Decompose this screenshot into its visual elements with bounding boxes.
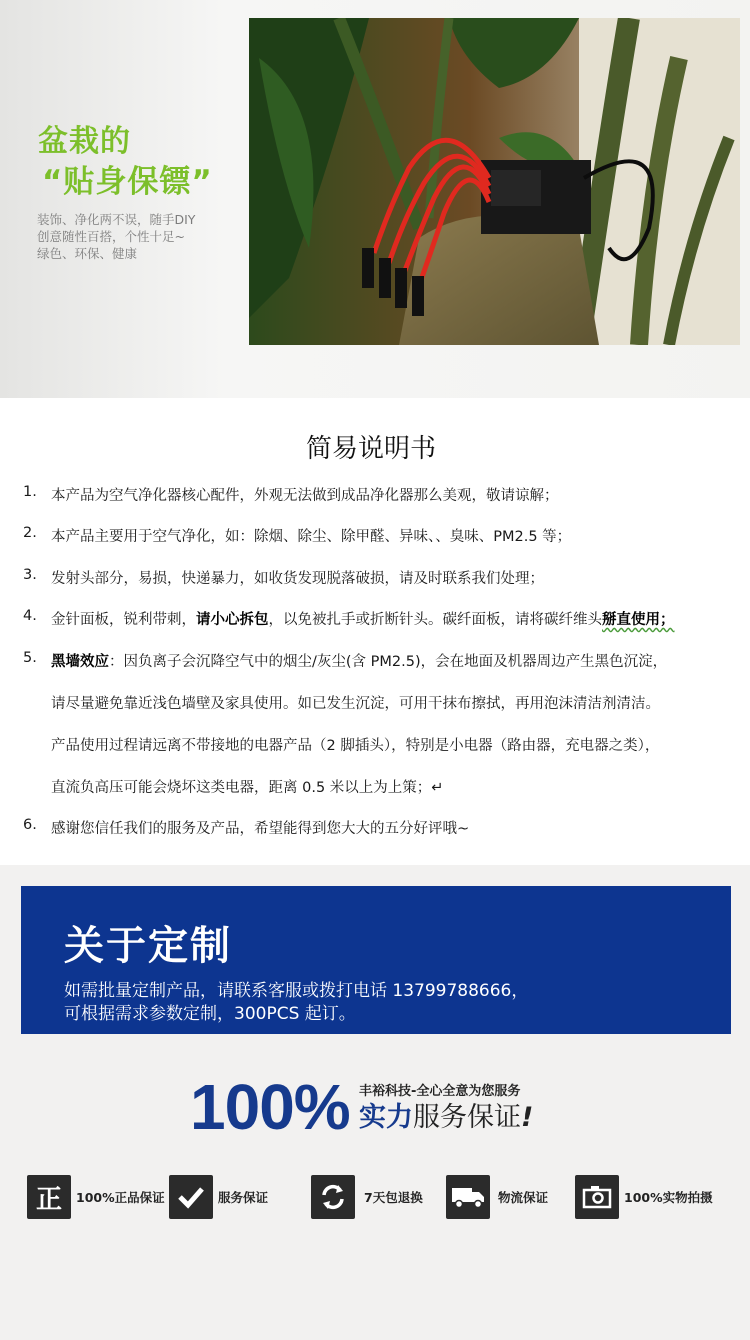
camera-icon: [575, 1175, 619, 1219]
badge-logistics: [446, 1175, 548, 1219]
bold-instruction: 掰直使用；: [602, 612, 675, 628]
refresh-arrows-icon: [311, 1175, 355, 1219]
hero-section: [0, 0, 750, 398]
manual-item-continuation: 产品使用过程请远离不带接地的电器产品（2 脚插头），特别是小电器（路由器，充电器之类），: [51, 738, 660, 754]
custom-order-banner: [21, 886, 731, 1034]
manual-item-text: 发射头部分，易损，快递暴力，如收货发现脱落破损，请及时联系我们处理；: [51, 571, 544, 587]
badge-real-photo: [575, 1175, 713, 1219]
badge-return: [311, 1175, 423, 1219]
promise-rest: 服务保证: [413, 1102, 521, 1133]
hero-subtitle-line: 创意随性百搭，个性十足~: [37, 229, 185, 244]
custom-moq-line: 可根据需求参数定制，300PCS 起订。: [64, 1004, 356, 1024]
instruction-manual-section: [0, 398, 750, 865]
custom-contact-line: 如需批量定制产品，请联系客服或拨打电话 13799788666，: [64, 981, 529, 1001]
brand-slogan: 丰裕科技-全心全意为您服务: [359, 1084, 521, 1099]
manual-title: 简易说明书: [305, 434, 436, 464]
item-number: 5.: [23, 650, 37, 666]
badge-label: 服务保证: [218, 1190, 269, 1205]
promise-strong: 实力: [359, 1102, 413, 1133]
manual-item-text: [51, 650, 667, 671]
badge-label: 7天包退换: [364, 1190, 423, 1205]
badge-label: 100%正品保证: [76, 1190, 165, 1205]
manual-item-continuation: 请尽量避免靠近浅色墙壁及家具使用。如已发生沉淀，可用干抹布擦拭，再用泡沫清洁剂清洁。: [51, 696, 660, 712]
checkmark-icon: [169, 1175, 213, 1219]
big-percent-text: 100%: [190, 1071, 350, 1143]
bold-term: 黑墙效应: [51, 654, 109, 670]
item-number: 2.: [23, 525, 37, 541]
zheng-glyph: 正: [35, 1184, 62, 1215]
manual-item-continuation: 直流负高压可能会烧坏这类电器，距离 0.5 米以上为上策；↵: [51, 780, 444, 796]
custom-title: 关于定制: [64, 923, 232, 969]
hero-subtitle-line: 装饰、净化两不误，随手DIY: [37, 212, 196, 227]
manual-item-text: 本产品为空气净化器核心配件，外观无法做到成品净化器那么美观，敬请谅解；: [51, 488, 559, 504]
text-segment: ：因负离子会沉降空气中的烟尘/灰尘(含 PM2.5)，会在地面及机器周边产生黑色沉淀，: [109, 654, 668, 670]
item-number: 6.: [23, 817, 37, 833]
manual-item-text: [51, 608, 675, 629]
hero-title-line2: “贴身保镖”: [42, 164, 213, 200]
item-number: 4.: [23, 608, 37, 624]
item-number: 1.: [23, 484, 37, 500]
hero-subtitle: [37, 211, 195, 262]
delivery-truck-icon: [446, 1175, 490, 1219]
manual-item-text: 感谢您信任我们的服务及产品，希望能得到您大大的五分好评哦~: [51, 821, 470, 837]
bonsai-ionizer-photo: [249, 18, 740, 345]
text-segment: 金针面板，锐利带刺，: [51, 612, 196, 628]
promise-exclamation: !: [521, 1102, 534, 1133]
zheng-char-icon: [27, 1175, 71, 1219]
hero-subtitle-line: 绿色、环保、健康: [37, 246, 138, 261]
badge-label: 100%实物拍摄: [624, 1190, 713, 1205]
hero-title-line1: 盆栽的: [38, 124, 131, 159]
badge-service: [169, 1175, 268, 1219]
text-segment: ，以免被扎手或折断针头。碳纤面板，请将碳纤维头: [268, 612, 602, 628]
badge-label: 物流保证: [498, 1190, 549, 1205]
manual-item-text: 本产品主要用于空气净化，如：除烟、除尘、除甲醛、异味、、臭味、PM2.5 等；: [51, 529, 572, 545]
bold-warning: 请小心拆包: [196, 612, 269, 628]
product-photo: [249, 18, 740, 345]
item-number: 3.: [23, 567, 37, 583]
badge-genuine: [27, 1175, 165, 1219]
service-promise: [359, 1095, 533, 1134]
